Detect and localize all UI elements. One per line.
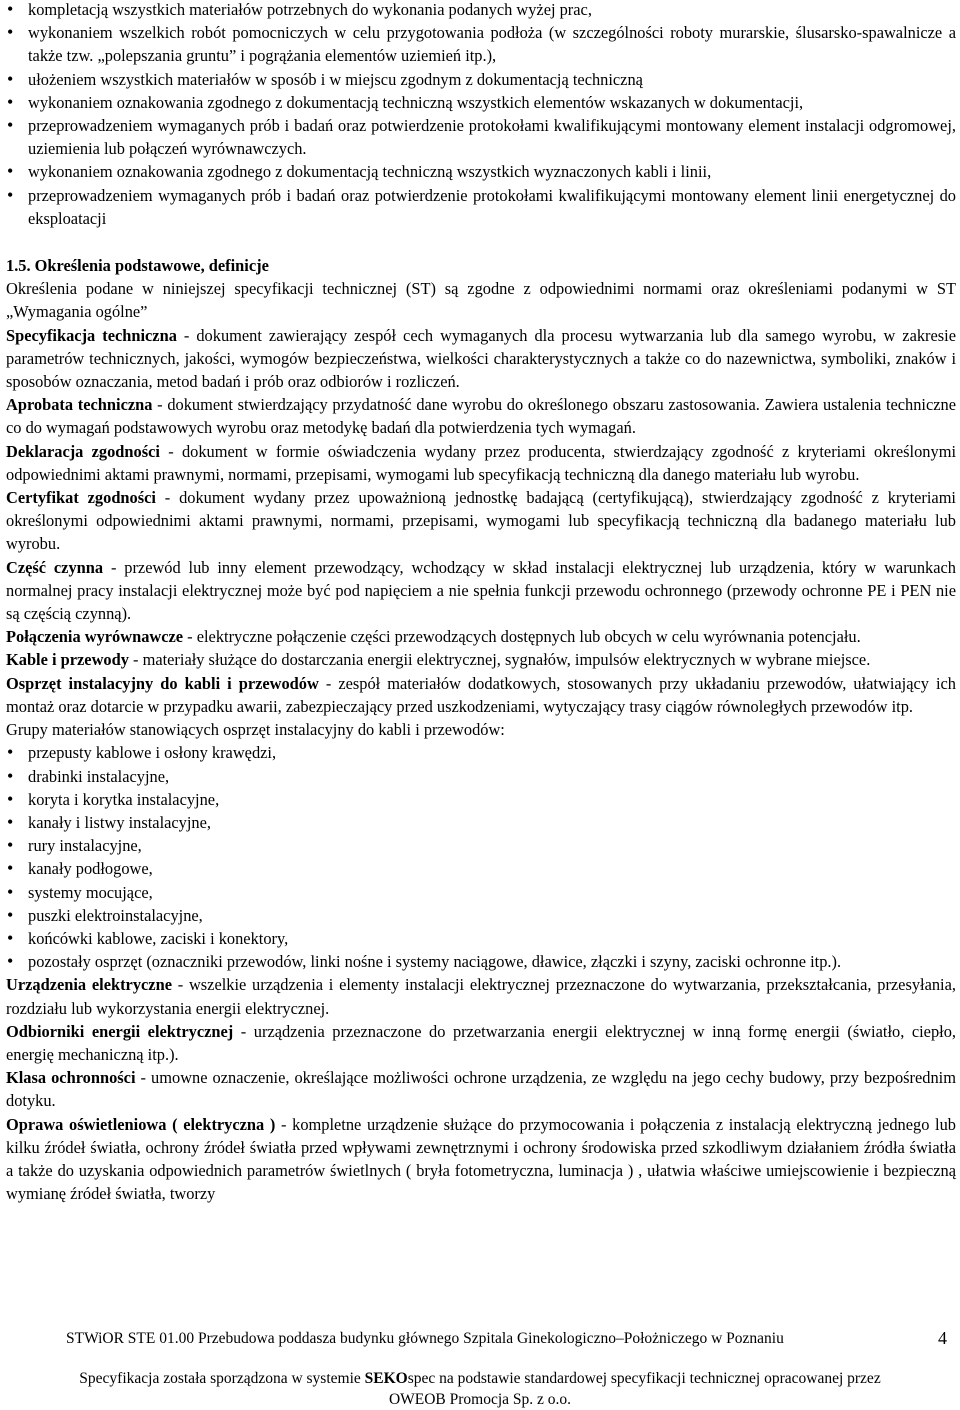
definition-text: - urządzenia przeznaczone do przetwarzania energii elektrycznej w inną formę energii (światło, ciepło, energię mechaniczną itp.).: [6, 1021, 956, 1064]
list-item: • systemy mocujące,: [6, 881, 956, 904]
definition-term: Oprawa oświetleniowa ( elektryczna ): [6, 1114, 276, 1134]
definition-text: - umowne oznaczenie, określające możliwości ochrone urządzenia, ze względu na jego cechy budowy, przy bezpośrednim dotyku.: [6, 1068, 956, 1111]
definition-paragraph: [6, 440, 956, 486]
scope-bullet-list: [6, 0, 956, 230]
footer-document-title: STWiOR STE 01.00 Przebudowa poddasza budynku głównego Szpitala Ginekologiczno–Położniczego w Poznaniu: [66, 1330, 784, 1347]
list-item: • przeprowadzeniem wymaganych prób i badań oraz potwierdzenie protokołami kwalifikującymi montowany element linii energetycznej do eksploatacji: [6, 184, 956, 230]
definition-text: - dokument wydany przez upoważnioną jednostkę badającą (certyfikującą), stwierdzający zgodność z kryteriami określonymi odpowiednimi aktami prawnymi, normami, przepisami, wymogami lub specyfikacją techniczną dla badanego materiału lub wyrobu.: [6, 488, 956, 554]
definition-paragraph: [6, 1020, 956, 1066]
definition-paragraph: [6, 1113, 956, 1206]
list-item: • kompletacją wszystkich materiałów potrzebnych do wykonania podanych wyżej prac,: [6, 0, 956, 21]
definition-term: Specyfikacja techniczna: [6, 325, 177, 345]
definition-term: Połączenia wyrównawcze: [6, 627, 184, 647]
definition-text: - kompletne urządzenie służące do przymocowania i połączenia z instalacją elektryczną jednego lub kilku źródeł światła, ochrony źródeł światła przed wpływami zewnętrznymi i ochrony środowiska przed szkodliwym działaniem źródła światła a także do uzyskania odpowiednich parametrów świetlnych ( bryła fotometryczna, luminacja ) , ułatwia właściwe umiejscowienie i bezpieczną wymianę źródeł światła, tworzy: [6, 1114, 956, 1204]
definition-paragraph: [6, 393, 956, 439]
definition-paragraph: [6, 486, 956, 556]
list-item: • wykonaniem wszelkich robót pomocniczych w celu przygotowania podłoża (w szczególności roboty murarskie, ślusarsko-spawalnicze a także tzw. „polepszania gruntu” i pogrążania elementów uziemień itp.),: [6, 21, 956, 67]
definition-paragraph: [6, 625, 956, 648]
footer-credits-post: spec na podstawie standardowej specyfikacji technicznej opracowanej przez: [407, 1370, 881, 1387]
footer-credits-brand: SEKO: [364, 1370, 408, 1387]
definition-text: - zespół materiałów dodatkowych, stosowanych przy układaniu przewodów, ułatwiający ich montaż oraz dotarcie w przypadku awarii, zabezpieczający przed uszkodzeniami, wytyczający trasy ciągów równoległych przewodów itp.: [6, 673, 956, 716]
accessory-groups-list: [6, 741, 956, 973]
list-item: • wykonaniem oznakowania zgodnego z dokumentacją techniczną wszystkich wyznaczonych kabli i linii,: [6, 160, 956, 183]
definition-paragraph: [6, 648, 956, 671]
definition-text: - dokument stwierdzający przydatność dane wyrobu do określonego obszaru zastosowania. Zawiera ustalenia techniczne co do wymagań podstawowych wyrobu oraz metodykę badań dla potwierdzenia tych wymagań.: [6, 395, 957, 438]
list-item: • puszki elektroinstalacyjne,: [6, 904, 956, 927]
list-item: • przeprowadzeniem wymaganych prób i badań oraz potwierdzenie protokołami kwalifikującymi montowany element instalacji odgromowej, uziemienia lub połączeń wyrównawczych.: [6, 114, 956, 160]
list-item: • rury instalacyjne,: [6, 834, 956, 857]
definition-text: - materiały służące do dostarczania energii elektrycznej, sygnałów, impulsów elektrycznych w wybrane miejsce.: [128, 650, 871, 670]
section-heading: 1.5. Określenia podstawowe, definicje: [6, 256, 269, 276]
definition-paragraph: [6, 556, 956, 626]
page-content: [6, 0, 956, 1205]
definition-text: - przewód lub inny element przewodzący, wchodzący w skład instalacji elektrycznej lub urządzenia, który w warunkach normalnej pracy instalacji elektrycznej może być pod napięciem a nie spełnia funkcji przewodu ochronnego (przewody ochronne PE i PEN nie są częścią czynną).: [6, 557, 956, 624]
intro-paragraph: Określenia podane w niniejszej specyfikacji technicznej (ST) są zgodne z odpowiednimi normami oraz określeniami podanymi w ST „Wymagania ogólne”: [6, 279, 956, 322]
definition-text: - dokument w formie oświadczenia wydany przez producenta, stwierdzający zgodność z kryteriami określonymi odpowiednimi aktami prawnymi, normami, przepisami, wymogami lub specyfikacją techniczną dla danego materiału lub wyrobu.: [6, 441, 956, 484]
list-item: • koryta i korytka instalacyjne,: [6, 788, 956, 811]
footer-publisher: OWEOB Promocja Sp. z o.o.: [388, 1391, 572, 1408]
definition-paragraph: [6, 1066, 956, 1112]
definition-term: Osprzęt instalacyjny do kabli i przewodów: [6, 673, 319, 693]
footer-credits: [0, 1368, 960, 1410]
definition-term: Klasa ochronności: [6, 1068, 136, 1088]
definition-term: Aprobata techniczna: [6, 395, 153, 415]
footer-credits-pre: Specyfikacja została sporządzona w systemie: [79, 1370, 365, 1387]
definition-paragraph: [6, 324, 956, 394]
list-item: • drabinki instalacyjne,: [6, 765, 956, 788]
list-item: • kanały i listwy instalacyjne,: [6, 811, 956, 834]
list-item: • przepusty kablowe i osłony krawędzi,: [6, 741, 956, 764]
definition-term: Urządzenia elektryczne: [6, 975, 172, 995]
definition-term: Deklaracja zgodności: [6, 441, 160, 461]
groups-intro: Grupy materiałów stanowiących osprzęt instalacyjny do kabli i przewodów:: [6, 720, 505, 740]
definition-term: Część czynna: [6, 557, 104, 577]
definition-paragraph: [6, 672, 956, 718]
page-number: 4: [938, 1328, 947, 1348]
list-item: • pozostały osprzęt (oznaczniki przewodów, linki nośne i systemy naciągowe, dławice, złączki i szyny, zaciski ochronne itp.).: [6, 950, 956, 973]
list-item: • kanały podłogowe,: [6, 857, 956, 880]
list-item: • wykonaniem oznakowania zgodnego z dokumentacją techniczną wszystkich elementów wskazanych w dokumentacji,: [6, 91, 956, 114]
list-item: • końcówki kablowe, zaciski i konektory,: [6, 927, 956, 950]
definition-text: - wszelkie urządzenia i elementy instalacji elektrycznej przeznaczone do wytwarzania, przekształcania, przesyłania, rozdziału lub wykorzystania energii elektrycznej.: [6, 975, 956, 1018]
definition-text: - elektryczne połączenie części przewodzących dostępnych lub obcych w celu wyrównania potencjału.: [183, 627, 861, 647]
definition-paragraph: [6, 973, 956, 1019]
definition-text: - dokument zawierający zespół cech wymaganych dla procesu wytwarzania lub dla samego wyrobu, w zakresie parametrów technicznych, jakości, wymogów bezpieczeństwa, wielkości charakterystycznych a także co do nazewnictwa, symboliki, znaków i sposobów oznaczania, metod badań i prób oraz odbiorów i rozliczeń.: [6, 325, 956, 392]
definition-term: Certyfikat zgodności: [6, 488, 156, 508]
list-item: • ułożeniem wszystkich materiałów w sposób i w miejscu zgodnym z dokumentacją techniczną: [6, 68, 956, 91]
definition-term: Kable i przewody: [6, 650, 129, 670]
definition-term: Odbiorniki energii elektrycznej: [6, 1021, 234, 1041]
